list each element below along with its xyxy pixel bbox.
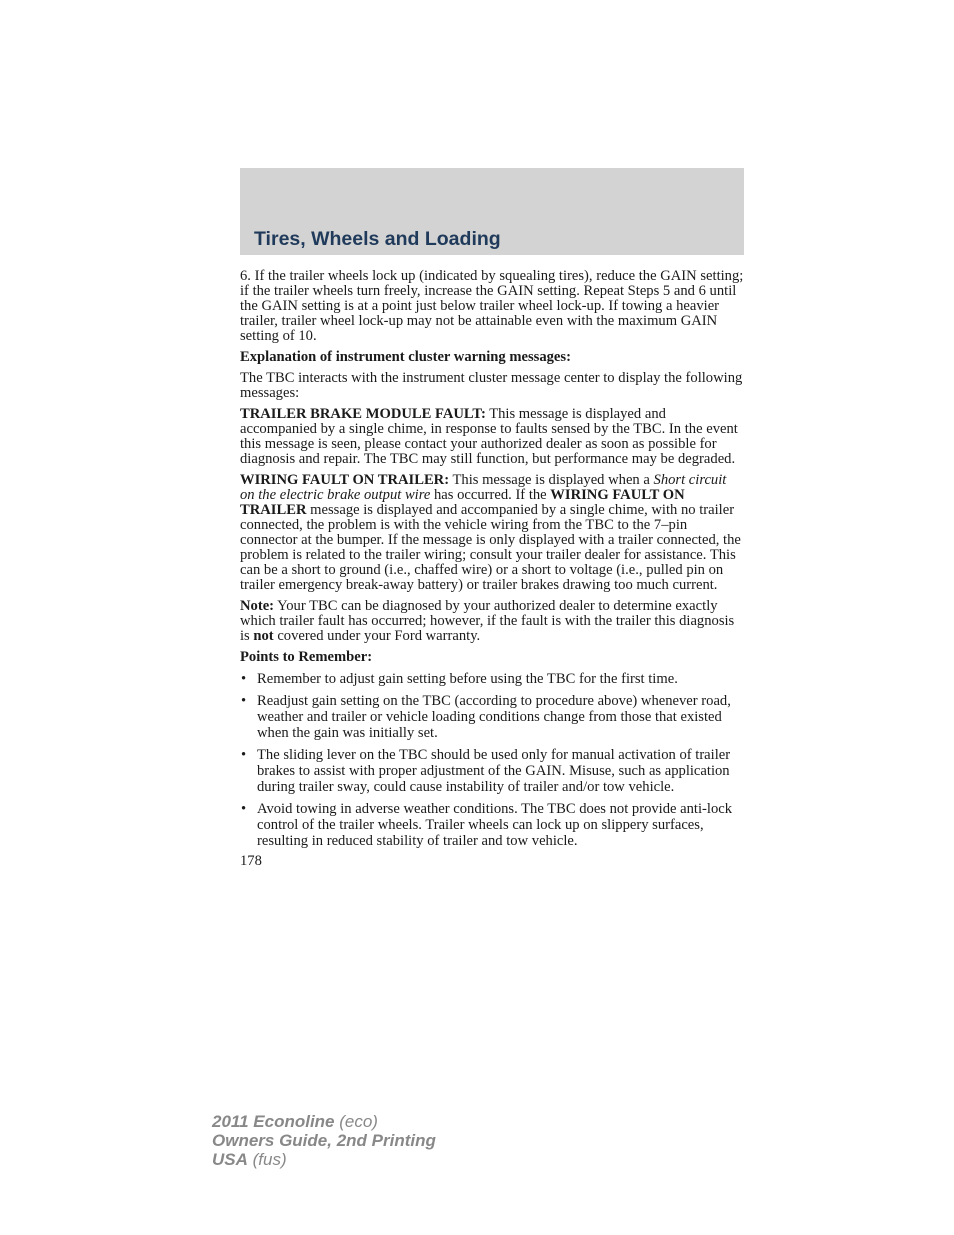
wiring-fault-paragraph: WIRING FAULT ON TRAILER: This message is displayed when a Short circuit on the electric brake output wire has occurred. If the WIRING FAULT ON TRAILER message is displayed and accompanied by a single chime, with no trailer connected, the problem is with the vehicle wiring from the TBC to the 7–pin connector at the bumper. If the message is only displayed with a trailer connected, the problem is related to the trailer wiring; consult your trailer dealer for assistance. This can be a short to ground (i.e., chaffed wire) or a short to voltage (i.e., pulled pin on trailer emergency break-away battery) or trailer brakes drawing too much current. [240,472,741,593]
wiring-fault-label: WIRING FAULT ON TRAILER: [240,472,450,488]
list-item: • The sliding lever on the TBC should be used only for manual activation of trailer brakes to assist with proper adjustment of the GAIN. Misuse, such as application during trailer sway, could cause instability of trailer and/or tow vehicle. [241,747,731,795]
module-fault-label: TRAILER BRAKE MODULE FAULT: [240,406,486,422]
bullet-icon: • [241,671,247,687]
bullet-icon: • [241,747,247,763]
explanation-intro: The TBC interacts with the instrument cluster message center to display the following messages: [240,370,743,401]
module-fault-paragraph: TRAILER BRAKE MODULE FAULT: This message is displayed and accompanied by a single chime, in response to faults sensed by the TBC. In the event this message is seen, please contact your authorized dealer as soon as possible for diagnosis and repair. The TBC may still function, but performance may be degraded. [240,406,738,467]
note-paragraph: Note: Your TBC can be diagnosed by your authorized dealer to determine exactly which trailer fault has occurred; however, if the fault is with the trailer this diagnosis is not covered under your Ford warranty. [240,598,735,644]
list-item: • Avoid towing in adverse weather conditions. The TBC does not provide anti-lock control of the trailer wheels. Trailer wheels can lock up on slippery surfaces, resulting in reduced stability of trailer and tow vehicle. [241,801,733,849]
note-label: Note: [240,598,275,614]
points-list [240,671,744,849]
page-content [240,269,744,869]
footer-model-line: 2011 Econoline (eco) [212,1112,378,1131]
list-item: • Readjust gain setting on the TBC (according to procedure above) whenever road, weather and trailer or vehicle loading conditions change from those that existed when the gain was initially set. [241,693,731,741]
section-title: Tires, Wheels and Loading [254,228,501,250]
list-item: • Remember to adjust gain setting before using the TBC for the first time. [241,671,678,687]
footer-region-line: USA (fus) [212,1150,287,1169]
step-6-paragraph: 6. If the trailer wheels lock up (indicated by squealing tires), reduce the GAIN setting; if the trailer wheels turn freely, increase the GAIN setting. Repeat Steps 5 and 6 until the GAIN setting is at a point just below trailer wheel lock-up. If towing a heavier trailer, trailer wheel lock-up may not be attainable even with the maximum GAIN setting of 10. [240,268,744,344]
footer-guide-line: Owners Guide, 2nd Printing [212,1131,436,1150]
page-number: 178 [240,853,262,869]
section-header-band [240,168,744,255]
footer [212,1112,436,1169]
short-circuit-message: Short circuit on the electric brake output wire [240,472,727,503]
bullet-icon: • [241,801,247,817]
bullet-icon: • [241,693,247,709]
explanation-heading: Explanation of instrument cluster warning messages: [240,349,571,365]
points-heading: Points to Remember: [240,649,373,665]
